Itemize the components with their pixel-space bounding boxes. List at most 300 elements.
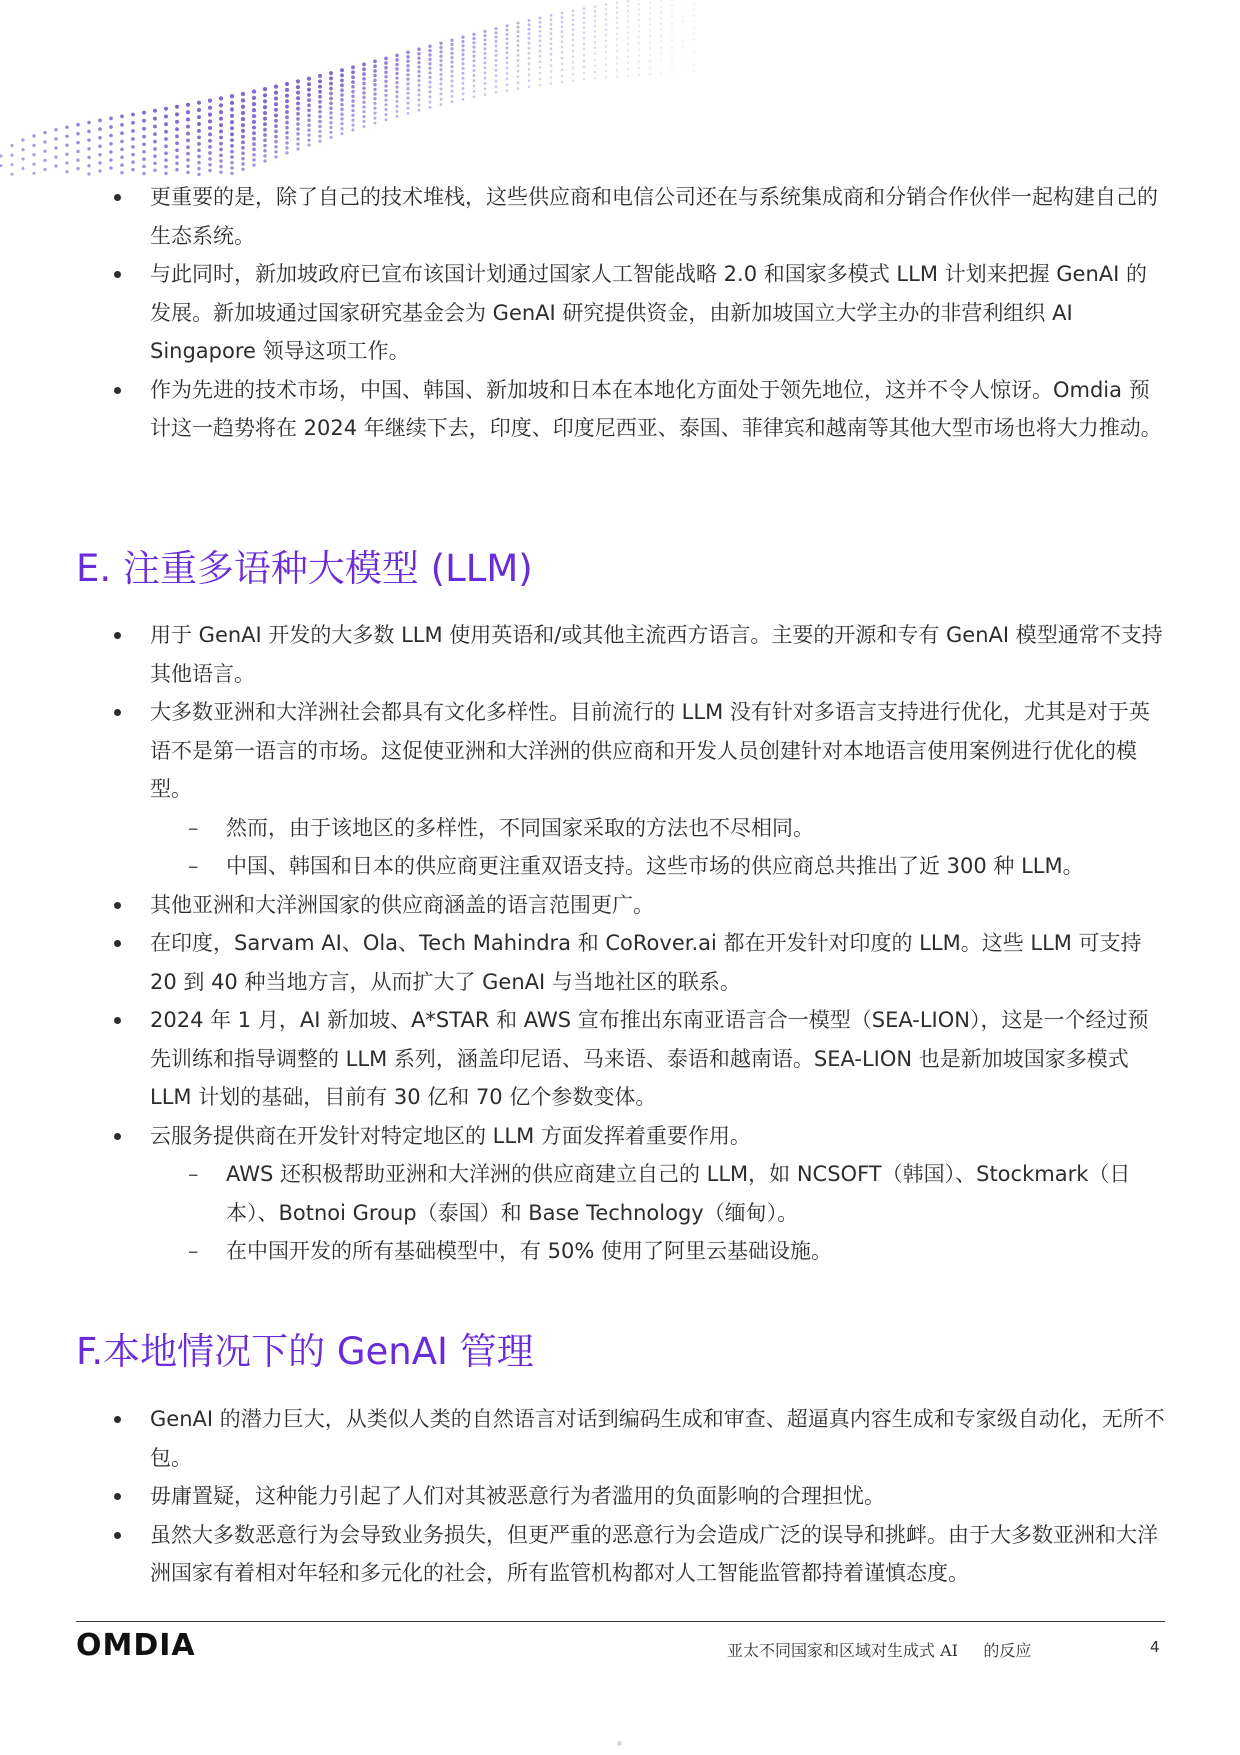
decorative-dot [318, 79, 322, 83]
decorative-dot [241, 140, 245, 144]
decorative-dot [384, 103, 387, 106]
decorative-dot [197, 142, 201, 146]
decorative-dot [627, 26, 629, 28]
decorative-dot [274, 108, 278, 112]
decorative-dot [671, 28, 673, 30]
decorative-dot [296, 101, 300, 105]
decorative-dot [340, 68, 344, 72]
decorative-dot [693, 9, 695, 11]
decorative-dot [142, 135, 146, 139]
decorative-dot [506, 83, 509, 86]
decorative-dot [417, 48, 421, 52]
decorative-dot [528, 47, 531, 50]
decorative-dot [208, 126, 212, 130]
decorative-dot [340, 122, 343, 125]
decorative-dot [428, 44, 431, 47]
decorative-dot [175, 148, 179, 152]
decorative-dot [395, 90, 398, 93]
decorative-dot [373, 97, 376, 100]
decorative-dot [616, 11, 619, 14]
decorative-dot [605, 63, 607, 65]
decorative-dot [109, 134, 113, 138]
decorative-dot [43, 140, 46, 143]
decorative-dot [605, 51, 607, 53]
decorative-dot [230, 150, 234, 154]
decorative-dot [451, 95, 454, 98]
decorative-dot [230, 94, 234, 98]
decorative-dot [164, 107, 168, 111]
decorative-dot [373, 121, 376, 124]
decorative-dot [43, 131, 46, 134]
decorative-dot [693, 39, 695, 41]
decorative-dot [484, 57, 487, 60]
decorative-dot [340, 108, 343, 111]
decorative-dot [87, 164, 90, 167]
decorative-dot [362, 72, 366, 76]
decorative-dot [208, 145, 212, 149]
decorative-dot [263, 154, 266, 157]
decorative-dot [406, 51, 410, 55]
decorative-dot [362, 77, 366, 81]
sub-list-item: – 在中国开发的所有基础模型中，有 50% 使用了阿里云基础设施。 [76, 1232, 1166, 1271]
decorative-dot [517, 49, 520, 52]
decorative-dot [550, 18, 553, 21]
decorative-dot [439, 55, 442, 58]
decorative-dot [32, 153, 35, 156]
decorative-dot [495, 69, 498, 72]
decorative-dot [362, 120, 365, 123]
omdia-logo: OMDIA [76, 1628, 196, 1663]
decorative-dot [649, 60, 651, 62]
decorative-dot [252, 153, 256, 157]
decorative-dot [219, 165, 222, 168]
decorative-dot [406, 82, 409, 85]
decorative-dot [638, 54, 640, 56]
decorative-dot [583, 42, 586, 45]
decorative-dot [208, 157, 212, 161]
decorative-dot [285, 151, 288, 154]
decorative-dot [472, 50, 475, 53]
decorative-dot [396, 115, 399, 118]
decorative-dot [407, 112, 410, 115]
decorative-dot [362, 82, 366, 86]
list-item: 更重要的是，除了自己的技术堆栈，这些供应商和电信公司还在与系统集成商和分销合作伙伴一起构建自己的生态系统。 [76, 178, 1166, 255]
decorative-dot [175, 141, 179, 145]
decorative-dot [131, 121, 135, 125]
decorative-dot [517, 30, 520, 33]
decorative-dot [660, 59, 662, 61]
decorative-dot [660, 40, 662, 42]
decorative-dot [373, 116, 376, 119]
decorative-dot [296, 137, 299, 140]
decorative-dot [76, 158, 79, 161]
decorative-dot [517, 64, 520, 67]
decorative-dot [384, 75, 387, 78]
decorative-dot [550, 23, 553, 26]
decorative-dot [76, 123, 80, 127]
decorative-dot [142, 111, 146, 115]
decorative-dot [219, 153, 223, 157]
decorative-dot [219, 129, 223, 133]
decorative-dot [693, 26, 695, 28]
decorative-dot [561, 57, 564, 60]
decorative-dot [417, 70, 420, 73]
decorative-dot [65, 143, 68, 146]
decorative-dot [307, 143, 310, 146]
decorative-dot [550, 53, 553, 56]
decorative-dot [153, 140, 157, 144]
decorative-dot [649, 2, 651, 4]
decorative-dot [494, 40, 497, 43]
decorative-dot [318, 120, 321, 123]
decorative-dot [340, 113, 343, 116]
decorative-dot [484, 77, 487, 80]
decorative-dot [318, 130, 321, 133]
decorative-dot [65, 125, 69, 129]
decorative-dot [10, 163, 13, 166]
decorative-dot [340, 132, 343, 135]
decorative-dot [528, 74, 531, 77]
decorative-dot [219, 117, 223, 121]
decorative-dot [307, 128, 310, 131]
decorative-dot [252, 148, 256, 152]
decorative-dot [241, 117, 245, 121]
decorative-dot [561, 16, 564, 19]
decorative-dot [417, 79, 420, 82]
decorative-dot [660, 34, 662, 36]
decorative-dot [616, 50, 618, 52]
decorative-dot [682, 10, 684, 12]
decorative-dot [384, 61, 388, 65]
decorative-dot [594, 58, 596, 60]
decorative-dot [230, 107, 234, 111]
decorative-dot [616, 63, 618, 65]
decorative-dot [417, 56, 420, 59]
decorative-dot [153, 154, 157, 158]
decorative-dot [43, 168, 46, 171]
decorative-dot [462, 82, 465, 85]
decorative-dot [429, 95, 432, 98]
decorative-dot [395, 72, 398, 75]
decorative-dot [65, 134, 68, 137]
decorative-dot [461, 44, 464, 47]
decorative-dot [594, 25, 597, 28]
decorative-dot [495, 45, 498, 48]
decorative-dot [660, 47, 662, 49]
decorative-dot [583, 32, 586, 35]
decorative-dot [153, 109, 157, 113]
section-e-list [76, 616, 1166, 1271]
decorative-dot [142, 172, 145, 175]
decorative-dot [197, 122, 201, 126]
decorative-dot [32, 162, 35, 165]
decorative-dot [462, 92, 465, 95]
decorative-dot [450, 61, 453, 64]
decorative-dot [417, 84, 420, 87]
decorative-dot [340, 93, 344, 97]
decorative-dot [252, 89, 256, 93]
decorative-dot [605, 45, 607, 47]
decorative-dot [473, 90, 476, 93]
decorative-dot [252, 158, 255, 161]
decorative-dot [693, 45, 695, 47]
decorative-dot [263, 105, 267, 109]
decorative-dot [131, 129, 135, 133]
decorative-dot [484, 61, 487, 64]
decorative-dot [65, 161, 68, 164]
decorative-dot [495, 49, 498, 52]
decorative-dot [528, 85, 531, 88]
list-item: 虽然大多数恶意行为会导致业务损失，但更严重的恶意行为会造成广泛的误导和挑衅。由于大多数亚洲和大洋洲国家有着相对年轻和多元化的社会，所有监管机构都对人工智能监管都持着谨慎态度。 [76, 1516, 1166, 1593]
decorative-dot [384, 94, 387, 97]
decorative-dot [54, 128, 57, 131]
decorative-dot [495, 80, 498, 83]
decorative-dot [274, 135, 278, 139]
decorative-dot [517, 81, 520, 84]
decorative-dot [627, 37, 629, 39]
decorative-dot [472, 59, 475, 62]
decorative-dot [693, 71, 695, 73]
decorative-dot [451, 100, 454, 103]
decorative-dot [153, 132, 157, 136]
decorative-dot [605, 8, 608, 11]
decorative-dot [550, 64, 553, 67]
decorative-dot [395, 95, 398, 98]
decorative-dot [263, 144, 267, 148]
decorative-dot [473, 74, 476, 77]
decorative-dot [506, 72, 509, 75]
decorative-dot [373, 107, 376, 110]
decorative-dot [440, 98, 443, 101]
decorative-dot [10, 173, 13, 176]
decorative-dot [472, 33, 475, 36]
decorative-dot [186, 132, 190, 136]
decorative-dot [153, 162, 157, 166]
decorative-dot [186, 125, 190, 129]
decorative-dot [528, 42, 531, 45]
decorative-dot [417, 74, 420, 77]
decorative-dot [241, 146, 245, 150]
decorative-dot [329, 136, 332, 139]
decorative-dot [617, 1741, 622, 1746]
decorative-dot [373, 112, 376, 115]
decorative-dot [561, 46, 564, 49]
decorative-dot [461, 62, 464, 65]
decorative-dot [682, 58, 684, 60]
decorative-dot [32, 134, 35, 137]
decorative-dot [550, 14, 553, 17]
decorative-dot [175, 112, 179, 116]
decorative-dot [197, 161, 201, 165]
decorative-dot [583, 66, 586, 69]
decorative-dot [329, 106, 333, 110]
decorative-dot [660, 53, 662, 55]
decorative-dot [307, 88, 311, 92]
decorative-dot [671, 59, 673, 61]
decorative-dot [517, 75, 520, 78]
decorative-dot [98, 161, 101, 164]
decorative-dot [131, 153, 135, 157]
decorative-dot [329, 71, 333, 75]
decorative-dot [307, 77, 311, 81]
decorative-dot [627, 20, 629, 22]
decorative-dot [539, 25, 542, 28]
decorative-dot [660, 1, 662, 3]
decorative-dot [340, 127, 343, 130]
list-item: GenAI 的潜力巨大，从类似人类的自然语言对话到编码生成和审查、超逼真内容生成和专家级自动化，无所不包。 [76, 1400, 1166, 1477]
decorative-dot [495, 85, 498, 88]
decorative-dot [395, 58, 399, 62]
decorative-dot [638, 67, 640, 69]
decorative-dot [219, 142, 223, 146]
decorative-dot [186, 164, 190, 168]
decorative-dot [418, 109, 421, 112]
decorative-dot [274, 124, 278, 128]
decorative-dot [142, 119, 146, 123]
decorative-dot [197, 148, 201, 152]
decorative-dot [329, 76, 333, 80]
decorative-dot [120, 115, 124, 119]
decorative-dot [329, 126, 332, 129]
decorative-dot [660, 72, 662, 74]
decorative-dot [197, 155, 201, 159]
decorative-dot [307, 108, 311, 112]
decorative-dot [693, 33, 695, 35]
decorative-dot [340, 88, 344, 92]
decorative-dot [120, 123, 124, 127]
decorative-dot [164, 151, 168, 155]
decorative-dot [495, 59, 498, 62]
decorative-dot [682, 21, 684, 23]
decorative-dot [351, 124, 354, 127]
decorative-dot [131, 168, 134, 171]
decorative-dot [329, 116, 332, 119]
decorative-dot [572, 14, 575, 17]
decorative-dot [671, 22, 673, 24]
decorative-dot [671, 52, 673, 54]
decorative-dot [252, 142, 256, 146]
decorative-dot [230, 166, 233, 169]
decorative-dot [583, 54, 586, 57]
decorative-dot [483, 47, 486, 50]
decorative-dot [616, 22, 618, 24]
decorative-dot [627, 49, 629, 51]
decorative-dot [572, 23, 575, 26]
decorative-dot [87, 121, 91, 125]
decorative-dot [660, 6, 662, 8]
decorative-dot [517, 26, 520, 29]
decorative-dot [550, 32, 553, 35]
decorative-dot [208, 163, 212, 167]
decorative-dot [594, 35, 597, 38]
decorative-dot [164, 130, 168, 134]
decorative-dot [373, 60, 377, 64]
decorative-dot [362, 115, 365, 118]
decorative-dot [373, 74, 377, 78]
decorative-dot [54, 164, 57, 167]
decorative-dot [296, 117, 300, 121]
decorative-dot [649, 12, 651, 14]
decorative-dot [561, 40, 564, 43]
decorative-dot [484, 66, 487, 69]
decorative-dot [340, 117, 343, 120]
decorative-dot [649, 35, 651, 37]
decorative-dot [230, 144, 234, 148]
decorative-dot [208, 106, 212, 110]
decorative-dot [583, 72, 585, 74]
decorative-dot [572, 9, 575, 12]
decorative-dot [506, 78, 509, 81]
decorative-dot [318, 115, 322, 119]
decorative-dot [505, 28, 508, 31]
decorative-dot [76, 167, 79, 170]
decorative-dot [32, 172, 35, 175]
decorative-dot [517, 39, 520, 42]
decorative-dot [451, 85, 454, 88]
decorative-dot [230, 161, 234, 165]
decorative-dot [230, 138, 234, 142]
decorative-dot [384, 113, 387, 116]
decorative-dot [10, 144, 13, 147]
decorative-dot [285, 110, 289, 114]
decorative-dot [572, 33, 575, 36]
decorative-dot [583, 7, 586, 10]
decorative-dot [164, 144, 168, 148]
decorative-dot [307, 133, 310, 136]
decorative-dot [439, 73, 442, 76]
decorative-dot [285, 146, 288, 149]
decorative-dot [131, 113, 135, 117]
decorative-dot [263, 149, 267, 153]
decorative-dot [241, 157, 245, 161]
decorative-dot [263, 87, 267, 91]
decorative-dot [417, 98, 420, 101]
decorative-dot [142, 142, 146, 146]
decorative-dot [285, 105, 289, 109]
decorative-dot [395, 86, 398, 89]
decorative-dot [561, 69, 564, 72]
decorative-dot [395, 54, 399, 58]
decorative-dot [627, 5, 629, 7]
decorative-dot [362, 101, 365, 104]
decorative-dot [616, 16, 619, 19]
page-number: 4 [1150, 1638, 1160, 1656]
decorative-dot [153, 147, 157, 151]
decorative-dot [362, 105, 365, 108]
decorative-dot [627, 74, 629, 76]
decorative-dot [373, 92, 376, 95]
decorative-dot [384, 66, 388, 70]
decorative-dot [473, 79, 476, 82]
decorative-dot [660, 28, 662, 30]
decorative-dot [142, 127, 146, 131]
decorative-dot [351, 85, 355, 89]
decorative-dot [285, 88, 289, 92]
decorative-dot [252, 96, 256, 100]
decorative-dot [627, 31, 629, 33]
decorative-dot [495, 54, 498, 57]
decorative-dot [351, 95, 355, 99]
decorative-dot [605, 76, 607, 78]
decorative-dot [76, 141, 79, 144]
decorative-dot [594, 65, 596, 67]
decorative-dot [384, 71, 388, 75]
decorative-dot [241, 92, 245, 96]
decorative-dot [627, 15, 629, 17]
decorative-dot [164, 137, 168, 141]
decorative-dot [230, 101, 234, 105]
decorative-dot [98, 119, 102, 123]
